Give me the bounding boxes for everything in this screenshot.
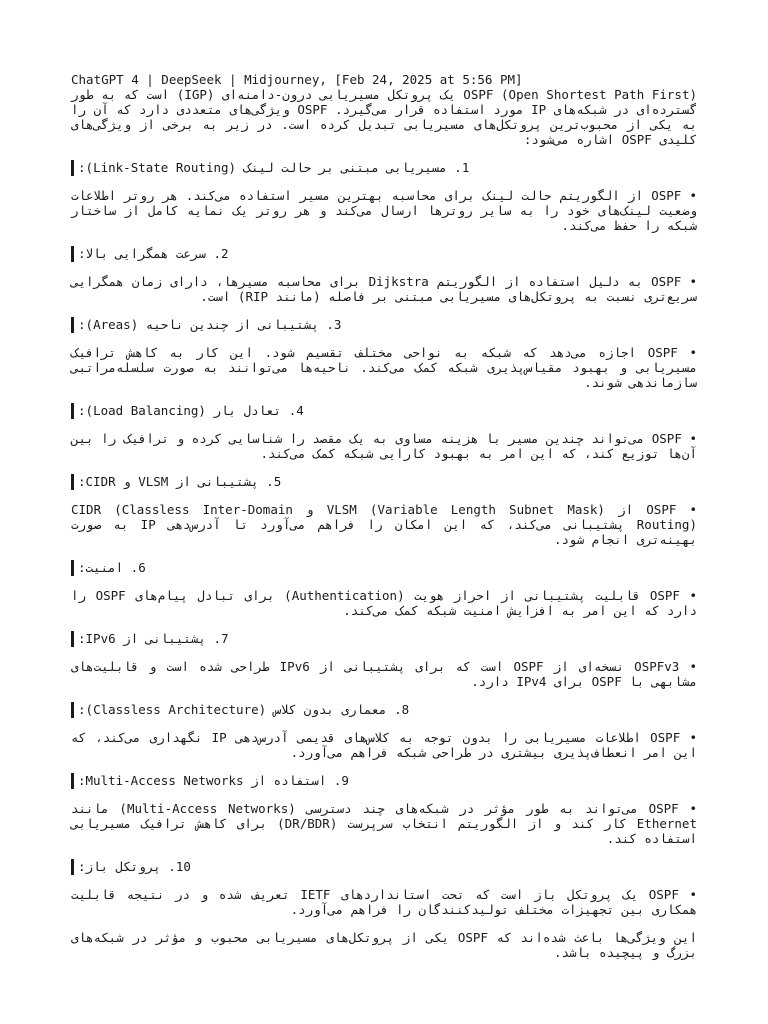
section-heading-text: 7. پشتیبانی از IPv6: xyxy=(78,631,229,646)
heading-bar xyxy=(71,160,74,176)
list-item xyxy=(71,345,697,390)
bullet-icon: • xyxy=(689,188,698,203)
list-item-text: OSPF قابلیت پشتیبانی از احراز هویت (Authentication) برای تبادل پیام‌های OSPF را دارد که این امر به افزایش امنیت شبکه کمک می‌کند. xyxy=(71,588,697,618)
list-item xyxy=(71,659,697,689)
bullet-icon: • xyxy=(689,730,697,745)
feature-list xyxy=(71,160,697,917)
heading-bar xyxy=(71,474,74,490)
list-item-text: OSPF از الگوریتم حالت لینک برای محاسبه بهترین مسیر استفاده می‌کند. هر روتر اطلاعات وضعیت لینک‌های خود را به سایر روترها ارسال می‌کند و هر روتر یک نمایه کامل از ساختار شبکه را حفظ می‌کند. xyxy=(71,188,697,233)
section-heading-text: 2. سرعت همگرایی بالا: xyxy=(78,246,229,261)
section-heading xyxy=(71,317,697,332)
heading-bar xyxy=(71,317,74,333)
list-item xyxy=(71,274,697,304)
section-heading xyxy=(71,474,697,489)
heading-bar xyxy=(71,403,74,419)
section-heading-text: 4. تعادل بار (Load Balancing): xyxy=(78,403,304,418)
message-header: ChatGPT 4 | DeepSeek | Midjourney, [Feb 24, 2025 at 5:56 PM] xyxy=(71,72,523,87)
heading-bar xyxy=(71,773,74,789)
intro-paragraph: OSPF (Open Shortest Path First) یک پروتکل مسیریابی درون-دامنه‌ای (IGP) است که به طور گسترده‌ای در شبکه‌های IP مورد استفاده قرار می‌گیرد. OSPF ویژگی‌های متعددی دارد که آن را به یکی از محبوب‌ترین پروتکل‌های مسیریابی تبدیل کرده است. در زیر به برخی از ویژگی‌های کلیدی OSPF اشاره می‌شود: xyxy=(71,87,698,147)
bullet-icon: • xyxy=(689,345,697,360)
list-item xyxy=(71,588,697,618)
section-heading-text: 8. معماری بدون کلاس (Classless Architecture): xyxy=(78,702,410,717)
list-item xyxy=(71,502,697,547)
bullet-icon: • xyxy=(689,274,698,289)
section-heading xyxy=(71,631,697,646)
list-item-text: OSPF می‌تواند به طور مؤثر در شبکه‌های چند دسترسی (Multi-Access Networks) مانند Ethernet کار کند و از الگوریتم انتخاب سرپرست (DR/BDR) برای کاهش ترافیک مسیریابی استفاده کند. xyxy=(71,801,697,846)
list-item xyxy=(71,801,697,846)
section-heading xyxy=(71,246,697,261)
list-item xyxy=(71,887,697,917)
heading-bar xyxy=(71,560,74,576)
section-heading-text: 3. پشتیبانی از چندین ناحیه (Areas): xyxy=(78,317,342,332)
list-item-text: OSPF از VLSM (Variable Length Subnet Mask) و CIDR (Classless Inter-Domain Routing) پشتیبانی می‌کند، که این امکان را فراهم می‌آورد تا آدرس‌دهی IP به صورت بهینه‌تری انجام شود. xyxy=(71,502,697,547)
list-item xyxy=(71,188,697,233)
section-heading-text: 10. پروتکل باز: xyxy=(78,859,191,874)
list-item-text: OSPF به دلیل استفاده از الگوریتم Dijkstra برای محاسبه مسیرها، دارای زمان همگرایی سریع‌تری نسبت به پروتکل‌های مسیریابی مبتنی بر فاصله (مانند RIP) است. xyxy=(71,274,697,304)
heading-bar xyxy=(71,631,74,647)
section-heading xyxy=(71,702,697,717)
list-item xyxy=(71,431,697,461)
list-item-text: OSPF اجازه می‌دهد که شبکه به نواحی مختلف تقسیم شود. این کار به کاهش ترافیک مسیریابی و بهبود مقیاس‌پذیری شبکه کمک می‌کند. ناحیه‌ها می‌توانند به صورت سلسله‌مراتبی سازماندهی شوند. xyxy=(71,345,697,390)
bullet-icon: • xyxy=(689,659,697,674)
bullet-icon: • xyxy=(689,588,698,603)
section-heading-text: 6. امنیت: xyxy=(78,560,146,575)
message-content xyxy=(71,72,697,960)
list-item-text: OSPFv3 نسخه‌ای از OSPF است که برای پشتیبانی از IPv6 طراحی شده است و قابلیت‌های مشابهی با OSPF برای IPv4 دارد. xyxy=(71,659,697,689)
list-item xyxy=(71,730,697,760)
list-item-text: OSPF یک پروتکل باز است که تحت استانداردهای IETF تعریف شده و در نتیجه قابلیت همکاری بین تجهیزات مختلف تولیدکنندگان را فراهم می‌آورد. xyxy=(71,887,697,917)
heading-bar xyxy=(71,859,74,875)
heading-bar xyxy=(71,246,74,262)
section-heading xyxy=(71,160,697,175)
bullet-icon: • xyxy=(689,887,698,902)
section-heading-text: 5. پشتیبانی از VLSM و CIDR: xyxy=(78,474,282,489)
bullet-icon: • xyxy=(689,801,697,816)
section-heading-text: 1. مسیریابی مبتنی بر حالت لینک (Link-State Routing): xyxy=(78,160,470,175)
bullet-icon: • xyxy=(689,502,698,517)
list-item-text: OSPF اطلاعات مسیریابی را بدون توجه به کلاس‌های قدیمی آدرس‌دهی IP نگهداری می‌کند، که این امر انعطاف‌پذیری بیشتری در طراحی شبکه فراهم می‌آورد. xyxy=(71,730,697,760)
heading-bar xyxy=(71,702,74,718)
section-heading xyxy=(71,403,697,418)
section-heading-text: 9. استفاده از Multi-Access Networks: xyxy=(78,773,349,788)
closing-paragraph: این ویژگی‌ها باعث شده‌اند که OSPF یکی از پروتکل‌های مسیریابی محبوب و مؤثر در شبکه‌های بزرگ و پیچیده باشد. xyxy=(71,930,697,960)
section-heading xyxy=(71,859,697,874)
section-heading xyxy=(71,560,697,575)
section-heading xyxy=(71,773,697,788)
list-item-text: OSPF می‌تواند چندین مسیر با هزینه مساوی به یک مقصد را شناسایی کرده و ترافیک را بین آن‌ها توزیع کند، که این امر به بهبود کارایی شبکه کمک می‌کند. xyxy=(71,431,697,461)
bullet-icon: • xyxy=(689,431,697,446)
